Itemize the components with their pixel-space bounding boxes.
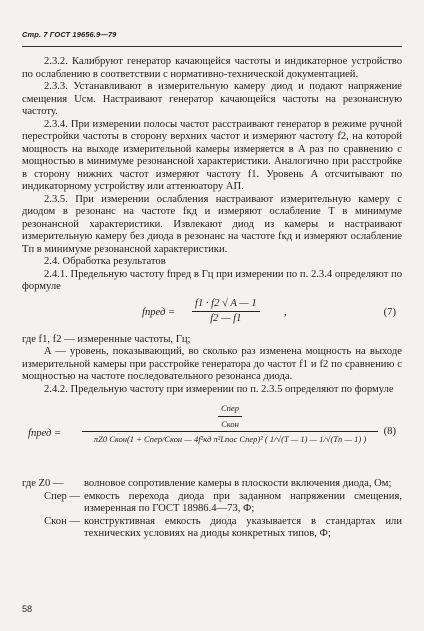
- where-f1-f2: где f1, f2 — измеренные частоты, Гц;: [22, 333, 191, 345]
- formula-8-top-num: Cпер: [221, 403, 239, 413]
- where-cper-symbol: Cпер —: [44, 490, 80, 502]
- formula-8-fraction: [82, 402, 378, 446]
- formula-7-fraction: [192, 298, 260, 326]
- formula-7: [22, 296, 402, 332]
- header-rule: [22, 46, 402, 47]
- formula-8-top-fraction: [218, 402, 242, 430]
- where-cper: [22, 491, 402, 516]
- page-number: 58: [22, 604, 33, 614]
- formula-7-fraction-bar: [192, 311, 260, 312]
- formula-7-numerator: f1 · f2 √ A — 1: [195, 297, 257, 309]
- where-z0: [22, 478, 402, 491]
- page-header: Стр. 7 ГОСТ 19656.9—79: [22, 30, 117, 39]
- where-z0-definition: волновое сопротивление камеры в плоскости включения диода, Ом;: [84, 478, 392, 489]
- document-body: [22, 56, 402, 541]
- formula-8-number: (8): [383, 426, 396, 437]
- formula-7-number: (7): [383, 306, 396, 318]
- formula-8-numerator: [82, 402, 378, 430]
- paragraph-2-3-3: 2.3.3. Устанавливают в измерительную камеру диод и подают напряжение смещения Uсм. Настраивают генератор качающейся частоты на резонансную частоту.: [22, 81, 402, 117]
- paragraph-2-3-4: 2.3.4. При измерении полосы частот расстраивают генератор в режиме ручной перестройки частоты в сторону верхних частот и измеряют частоту f2, на которой мощность на выходе измерительной камеры измеряется в A раз по сравнению с мощностью в минимуме резонансной характеристики. Аналогично при расстройке в сторону нижних частот измеряют частоту f1. Уровень A отсчитывают по индикаторному устройству или аттенюатору АП.: [22, 118, 402, 192]
- paragraph-2-4-1: 2.4.1. Предельную частоту fпред в Гц при измерении по п. 2.3.4 определяют по формуле: [22, 268, 402, 292]
- formula-7-denominator: f2 — f1: [210, 313, 242, 324]
- formula-8-lhs: fпред =: [28, 428, 62, 439]
- where-ckon-definition: конструктивная емкость диода указывается в стандартах или технических условиях на диоды конкретных типов, Ф;: [84, 515, 402, 539]
- paragraph-2-4-2: 2.4.2. Предельную частоту при измерении по п. 2.3.5 определяют по формуле: [44, 383, 394, 395]
- formula-8: [22, 400, 402, 472]
- where-z0-symbol: где Z0 —: [22, 478, 64, 489]
- formula-7-lhs: fпред =: [142, 306, 176, 318]
- paragraph-2-3-5: 2.3.5. При измерении ослабления настраивают измерительную камеру с диодом в резонанс на частоте fкд и измеряют ослабление T в минимуме резонансной характеристики. Извлекают диод из камеры и настраивают измерительную камеру без диода в резонанс на частоте fкд и измеряют ослабление Tп в минимуме резонансной характеристики.: [22, 193, 402, 255]
- where-ckon-symbol: Cкон —: [44, 515, 80, 527]
- section-heading-2-4: 2.4. Обработка результатов: [44, 256, 166, 267]
- formula-8-main-bar: [82, 431, 378, 432]
- paragraph-2-3-2: 2.3.2. Калибруют генератор качающейся частоты и индикаторное устройство по ослаблению в соответствии с нормативно-технической документацией.: [22, 56, 402, 80]
- where-cper-definition: емкость перехода диода при заданном напряжении смещения, измеренная по ГОСТ 18986.4—73, Ф;: [84, 490, 402, 514]
- formula-8-denominator: πZ0 Cкон(1 + Cпер/Cкон — 4f²кд π²Lпос Cпер)² ( 1/√(T — 1) — 1/√(Tп — 1) ): [93, 434, 367, 444]
- formula-8-top-bar: [218, 416, 242, 417]
- where-a-level: A — уровень, показывающий, во сколько раз изменена мощность на выходе измерительной камеры при расстройке генератора до частот f1 и f2 по сравнению с мощностью на частоте последовательного резонанса диода.: [22, 346, 402, 382]
- formula-7-comma: ,: [284, 306, 287, 318]
- formula-8-top-den: Cкон: [221, 418, 239, 429]
- where-ckon: [22, 516, 402, 541]
